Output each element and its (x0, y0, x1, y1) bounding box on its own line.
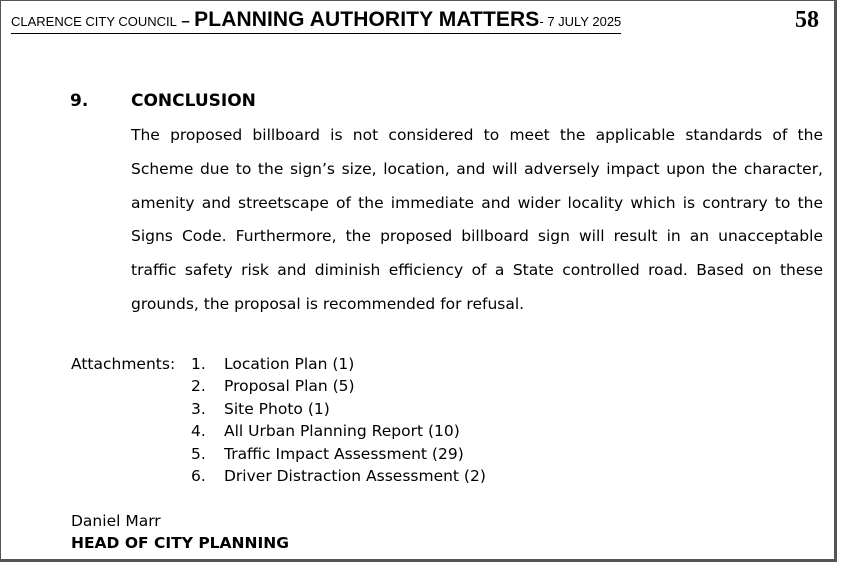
header-title: PLANNING AUTHORITY MATTERS (194, 8, 540, 31)
conclusion-paragraph: The proposed billboard is not considered to meet the applicable standards of the Scheme due to the sign’s size, location, and will adversely impact upon the character, amenity and streetscape of the immediate and wider locality which is contrary to the Signs Code. Furthermore, the proposed billboard sign will result in an unacceptable traffic safety risk and diminish efficiency of a State controlled road. Based on these grounds, the proposal is recommended for refusal. (131, 126, 823, 313)
attachment-title: All Urban Planning Report (10) (224, 422, 460, 441)
attachment-number: 2. (191, 377, 206, 396)
section-number: 9. (70, 91, 89, 111)
header-date: - 7 JULY 2025 (539, 14, 622, 29)
signatory-name: Daniel Marr (71, 512, 161, 530)
attachment-title: Driver Distraction Assessment (2) (224, 466, 486, 485)
attachment-item (191, 400, 486, 422)
header-separator: – (181, 13, 190, 30)
page-header (11, 9, 621, 34)
signatory-role: HEAD OF CITY PLANNING (71, 534, 289, 552)
attachments-list (191, 355, 486, 489)
attachment-item (191, 445, 486, 467)
header-organization: CLARENCE CITY COUNCIL (11, 14, 177, 29)
attachment-title: Site Photo (1) (224, 399, 330, 418)
section-title: CONCLUSION (131, 91, 256, 111)
attachment-title: Traffic Impact Assessment (29) (224, 444, 464, 463)
attachment-number: 6. (191, 466, 206, 485)
attachment-item (191, 377, 486, 399)
attachment-item (191, 422, 486, 444)
attachment-title: Location Plan (1) (224, 355, 355, 373)
attachment-number: 1. (191, 355, 206, 373)
attachment-number: 4. (191, 422, 206, 441)
attachment-item (191, 355, 486, 377)
attachment-number: 3. (191, 399, 206, 418)
attachment-item (191, 467, 486, 489)
page-number: 58 (795, 7, 819, 33)
attachment-title: Proposal Plan (5) (224, 377, 355, 396)
attachments-label: Attachments: (71, 355, 176, 373)
attachment-number: 5. (191, 444, 206, 463)
